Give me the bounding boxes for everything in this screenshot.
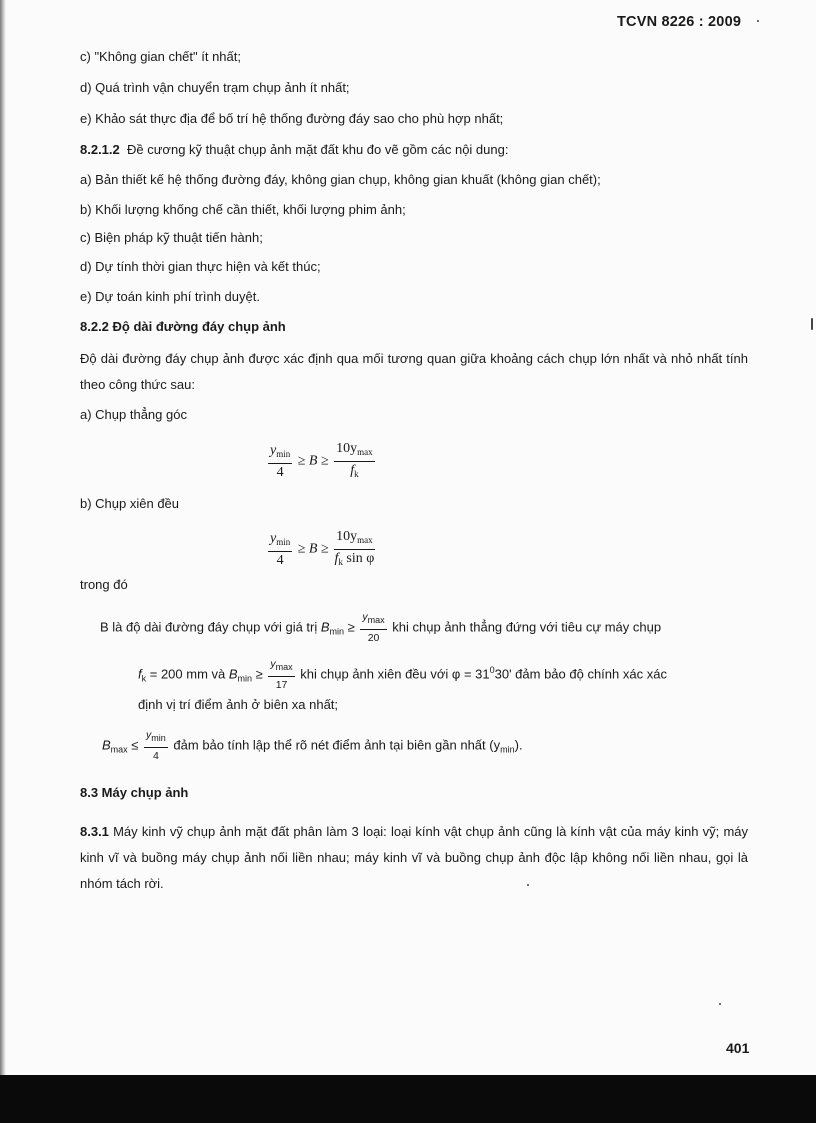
list-item: d) Dự tính thời gian thực hiện và kết thúc;	[80, 259, 321, 274]
paragraph-8-3-1: 8.3.1 Máy kinh vỹ chụp ảnh mặt đất phân làm 3 loại: loại kính vật chụp ảnh cũng là kính vật của máy kinh vỹ; máy kinh vĩ và buồng máy chụp ảnh nối liền nhau; máy kinh vĩ và buồng chụp ảnh độc lập không nối liền nhau, gọi là nhóm tách rời.	[80, 824, 748, 891]
where-label: trong đó	[80, 577, 128, 592]
list-item: e) Dự toán kinh phí trình duyệt.	[80, 289, 260, 304]
scan-speck	[527, 884, 529, 886]
formula-perpendicular: $\frac{y_{min}}{4}$ ≥ B ≥ $\frac{10y_{max}}{f_k}$	[270, 441, 373, 480]
section-heading: 8.2.2 Độ dài đường đáy chụp ảnh	[80, 319, 286, 334]
page-number: 401	[726, 1040, 750, 1056]
definition-continued: định vị trí điểm ảnh ở biên xa nhất;	[138, 697, 339, 712]
scan-speck	[757, 20, 759, 22]
list-item: a) Bản thiết kế hệ thống đường đáy, không gian chụp, không gian khuất (không gian chết);	[80, 172, 601, 187]
section-heading: 8.3 Máy chụp ảnh	[80, 785, 189, 800]
list-item: d) Quá trình vận chuyển trạm chụp ảnh ít nhất;	[80, 80, 350, 95]
list-item: c) "Không gian chết" ít nhất;	[80, 49, 241, 64]
subsection-8-2-1-2	[80, 142, 508, 157]
list-item: a) Chụp thẳng góc	[80, 407, 187, 422]
list-item: b) Chụp xiên đều	[80, 496, 180, 511]
list-item: c) Biện pháp kỹ thuật tiến hành;	[80, 230, 263, 245]
formula-oblique: $\frac{y_{min}}{4}$ ≥ B ≥ $\frac{10y_{max}}{f_k \sin \varphi}$	[270, 529, 375, 568]
document-code: TCVN 8226 : 2009	[617, 14, 742, 30]
definition-bmax: $B_{max}$ ≤ $\frac{ymin}{4}$ đảm bảo tính lập thể rõ nét điểm ảnh tại biên gần nhất $(y_{min})$.	[102, 729, 523, 762]
definition-fk: $f_k = 200$ mm và $B_{min}$ ≥ $\frac{ymax}{17}$ khi chụp ảnh xiên đều với $\varphi = 31^030'$ đảm bảo độ chính xác xác	[138, 658, 667, 691]
subsection-number: 8.3.1	[80, 824, 109, 839]
definition-b: B là độ dài đường đáy chụp với giá trị $B_{min}$ ≥ $\frac{ymax}{20}$ khi chụp ảnh thẳng đứng với tiêu cự máy chụp	[100, 611, 662, 644]
scan-speck	[719, 1003, 721, 1005]
subsection-text: Đề cương kỹ thuật chụp ảnh mặt đất khu đo vẽ gồm các nội dung:	[127, 142, 509, 157]
scan-bottom-edge	[0, 1075, 816, 1123]
list-item: b) Khối lượng khống chế cần thiết, khối lượng phim ảnh;	[80, 202, 406, 217]
scan-speck	[811, 318, 813, 330]
list-item: e) Khảo sát thực địa để bố trí hệ thống đường đáy sao cho phù hợp nhất;	[80, 111, 504, 126]
subsection-number: 8.2.1.2	[80, 142, 120, 157]
intro-paragraph: Độ dài đường đáy chụp ảnh được xác định qua mối tương quan giữa khoảng cách chụp lớn nhất và nhỏ nhất tính theo công thức sau:	[80, 351, 748, 392]
scan-left-edge	[0, 0, 6, 1123]
